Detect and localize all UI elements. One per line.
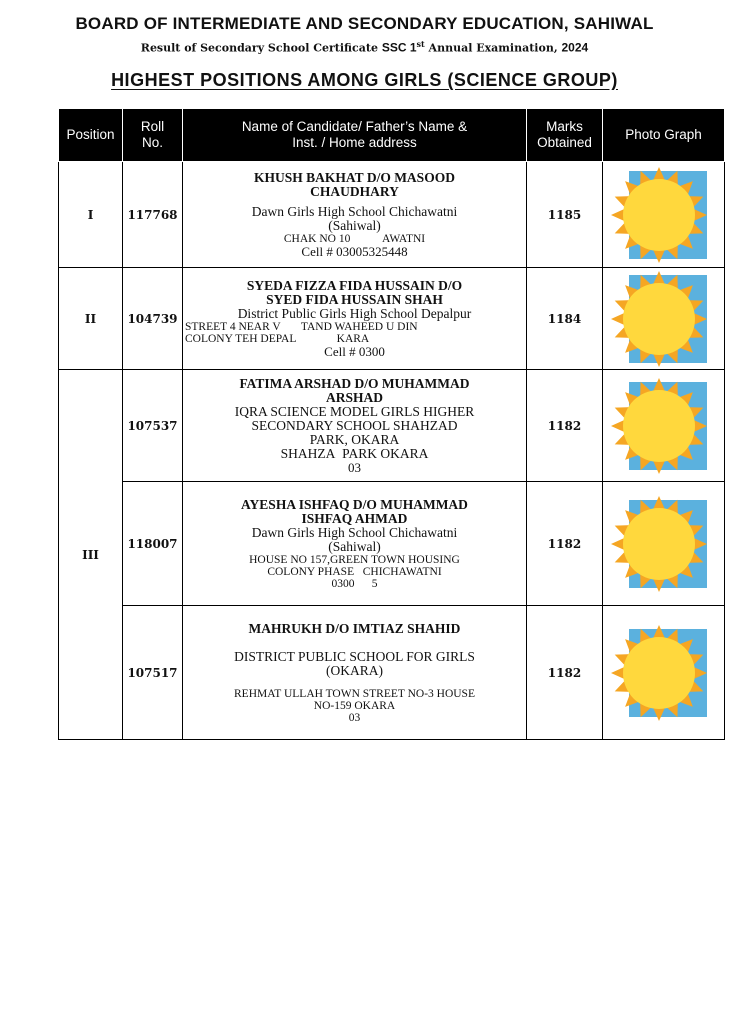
roll-cell: 117768	[123, 162, 183, 268]
roll-cell: 107537	[123, 370, 183, 482]
col-name-line2: Inst. / Home address	[292, 135, 417, 150]
col-name-line1: Name of Candidate/ Father’s Name &	[241, 119, 468, 134]
candidate-info	[183, 268, 527, 370]
marks-cell: 1185	[527, 162, 603, 268]
candidate-info	[183, 606, 527, 740]
school-name: IQRA SCIENCE MODEL GIRLS HIGHER	[234, 403, 475, 419]
candidate-name-cont: SYED FIDA HUSSAIN SHAH	[266, 291, 443, 307]
candidate-name-cont: ARSHAD	[325, 389, 383, 405]
photo-cell	[603, 606, 725, 740]
roll-cell: 118007	[123, 482, 183, 606]
col-position: Position	[59, 109, 123, 162]
school-name: Dawn Girls High School Chichawatni	[251, 524, 458, 540]
roll-cell: 107517	[123, 606, 183, 740]
candidate-info	[183, 482, 527, 606]
table-row	[59, 268, 725, 370]
table-row	[59, 370, 725, 482]
col-roll-line2: No.	[141, 135, 163, 150]
address-part: STREET 4 NEAR V	[185, 320, 281, 333]
home-address-cont	[185, 333, 524, 345]
ordinal-sup: st	[416, 39, 425, 49]
home-address	[185, 233, 524, 245]
col-roll-line1: Roll	[140, 119, 165, 134]
position-cell: II	[59, 268, 123, 370]
candidate-name: MAHRUKH D/O IMTIAZ SHAHID	[248, 620, 461, 636]
candidate-info	[183, 370, 527, 482]
sun-disc	[623, 283, 695, 355]
address-part: COLONY PHASE	[267, 565, 355, 578]
table-row	[59, 606, 725, 740]
ssc-label: SSC 1	[381, 40, 417, 55]
table-header-row	[59, 109, 725, 162]
home-address: HOUSE NO 157,GREEN TOWN HOUSING	[249, 553, 460, 566]
home-address	[185, 447, 524, 461]
photo-cell	[603, 482, 725, 606]
result-prefix: Result of Secondary School Certificate	[140, 41, 378, 55]
school-name-cont: SECONDARY SCHOOL SHAHZAD	[251, 417, 458, 433]
address-part: SHAHZA	[280, 445, 336, 461]
home-address: REHMAT ULLAH TOWN STREET NO-3 HOUSE	[234, 687, 475, 700]
cell-number: Cell # 03005325448	[301, 243, 408, 259]
marks-cell: 1182	[527, 370, 603, 482]
results-table	[58, 108, 725, 740]
sun-emoji-icon	[603, 376, 724, 476]
home-address-cont	[185, 566, 524, 578]
result-suffix: Annual Examination,	[428, 41, 558, 55]
home-address	[185, 321, 524, 333]
exam-year: 2024	[561, 40, 589, 55]
school-city: (OKARA)	[326, 662, 383, 678]
cell-number	[185, 578, 524, 590]
col-roll	[123, 109, 183, 162]
col-photo: Photo Graph	[603, 109, 725, 162]
address-part: TAND WAHEED U DIN	[300, 320, 418, 333]
school-name: Dawn Girls High School Chichawatni	[251, 203, 458, 219]
candidate-name-cont: ISHFAQ AHMAD	[301, 510, 408, 526]
sun-disc	[623, 390, 695, 462]
sun-emoji-icon	[603, 623, 724, 723]
school-name: District Public Girls High School Depalpur	[237, 305, 472, 321]
marks-cell: 1182	[527, 606, 603, 740]
home-address-cont: NO-159 OKARA	[313, 699, 396, 712]
candidate-info	[183, 162, 527, 268]
sun-emoji-icon	[603, 269, 724, 369]
sun-disc	[623, 508, 695, 580]
photo-cell	[603, 268, 725, 370]
candidate-name: SYEDA FIZZA FIDA HUSSAIN D/O	[246, 277, 463, 293]
address-part: AWATNI	[381, 232, 426, 245]
address-part: CHAK NO 10	[283, 232, 351, 245]
position-cell: III	[59, 370, 123, 740]
school-city: PARK, OKARA	[309, 431, 400, 447]
candidate-name: AYESHA ISHFAQ D/O MUHAMMAD	[241, 496, 468, 512]
roll-cell: 104739	[123, 268, 183, 370]
school-city: (Sahiwal)	[328, 538, 381, 554]
cell-part: 5	[371, 577, 378, 590]
sun-emoji-icon	[603, 494, 724, 594]
sun-disc	[623, 637, 695, 709]
address-part: COLONY TEH DEPAL	[185, 332, 297, 345]
cell-part: 0300	[331, 577, 355, 590]
col-marks-line1: Marks	[546, 119, 583, 134]
address-part: KARA	[336, 332, 370, 345]
result-subtitle	[0, 39, 729, 55]
photo-cell	[603, 162, 725, 268]
candidate-name-cont: CHAUDHARY	[310, 183, 399, 199]
board-title: BOARD OF INTERMEDIATE AND SECONDARY EDUCATION, SAHIWAL	[75, 14, 654, 33]
cell-number: 03	[348, 459, 361, 475]
marks-cell: 1182	[527, 482, 603, 606]
sun-emoji-icon	[603, 165, 724, 265]
col-marks	[527, 109, 603, 162]
table-row	[59, 162, 725, 268]
candidate-name: KHUSH BAKHAT D/O MASOOD	[254, 169, 455, 185]
address-part: CHICHAWATNI	[362, 565, 442, 578]
photo-cell	[603, 370, 725, 482]
page-title: HIGHEST POSITIONS AMONG GIRLS (SCIENCE GROUP)	[111, 70, 618, 90]
marks-cell: 1184	[527, 268, 603, 370]
cell-number: Cell # 0300	[324, 343, 385, 359]
table-row	[59, 482, 725, 606]
sun-disc	[623, 179, 695, 251]
school-name: DISTRICT PUBLIC SCHOOL FOR GIRLS	[234, 648, 475, 664]
col-name	[183, 109, 527, 162]
school-city: (Sahiwal)	[328, 217, 381, 233]
position-cell: I	[59, 162, 123, 268]
col-marks-line2: Obtained	[537, 135, 592, 150]
address-part: PARK OKARA	[342, 445, 429, 461]
candidate-name: FATIMA ARSHAD D/O MUHAMMAD	[239, 375, 470, 391]
cell-number: 03	[348, 711, 361, 724]
